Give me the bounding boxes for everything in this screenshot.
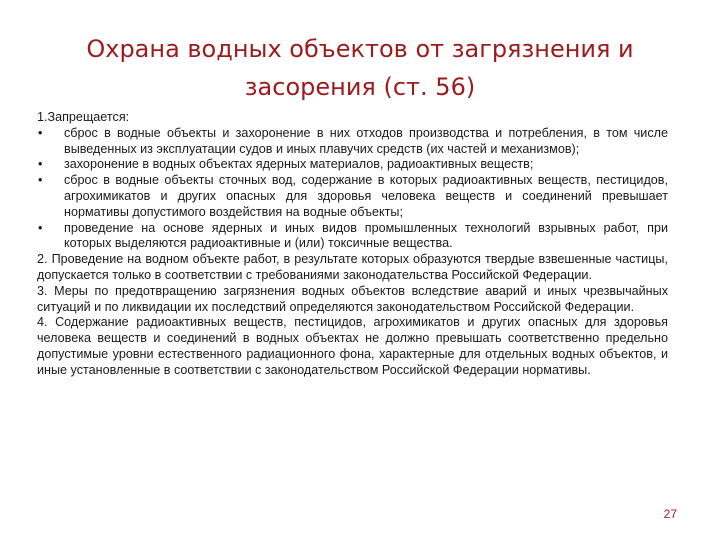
prohibitions-list (37, 126, 668, 252)
page-number: 27 (663, 507, 677, 521)
bullet-icon: • (38, 157, 43, 172)
slide-title-line-1: Охрана водных объектов от загрязнения и (86, 35, 634, 63)
list-item (37, 221, 668, 253)
bullet-icon: • (38, 125, 43, 140)
list-item-text: сброс в водные объекты и захоронение в них отходов производства и потребления, в том числе выведенных из эксплуатации судов и иных плавучих средств (их частей и механизмов); (64, 125, 668, 156)
section-1-heading: 1.Запрещается: (37, 110, 130, 124)
slide-title-line-2: засорения (ст. 56) (244, 73, 476, 101)
list-item (37, 157, 668, 173)
slide-body (37, 110, 668, 379)
paragraph-4: 4. Содержание радиоактивных веществ, пестицидов, агрохимикатов и других опасных для здоровья человека веществ и соединений в водных объектах не должно превышать соответственно предельно допустимые уровни естественного радиационного фона, характерные для отдельных водных объектов, и иные установленные в соответствии с законодательством Российской Федерации нормативы. (37, 315, 668, 377)
paragraph-3: 3. Меры по предотвращению загрязнения водных объектов вследствие аварий и иных чрезвычайных ситуаций и по ликвидации их последствий определяются законодательством Российской Федерации. (37, 283, 668, 314)
bullet-icon: • (38, 220, 43, 235)
paragraph-2: 2. Проведение на водном объекте работ, в результате которых образуются твердые взвешенные частицы, допускается только в соответствии с требованиями законодательства Российской Федерации. (37, 252, 668, 282)
list-item (37, 126, 668, 158)
slide-title (60, 30, 660, 106)
bullet-icon: • (38, 173, 43, 188)
list-item-text: захоронение в водных объектах ядерных материалов, радиоактивных веществ; (64, 157, 534, 172)
list-item (37, 173, 668, 220)
list-item-text: проведение на основе ядерных и иных видов промышленных технологий взрывных работ, при которых выделяются радиоактивные и (или) токсичные вещества. (64, 220, 668, 251)
list-item-text: сброс в водные объекты сточных вод, содержание в которых радиоактивных веществ, пестицидов, агрохимикатов и других опасных для здоровья человека веществ и соединений превышает нормативы допустимого воздействия на водные объекты; (64, 173, 668, 219)
